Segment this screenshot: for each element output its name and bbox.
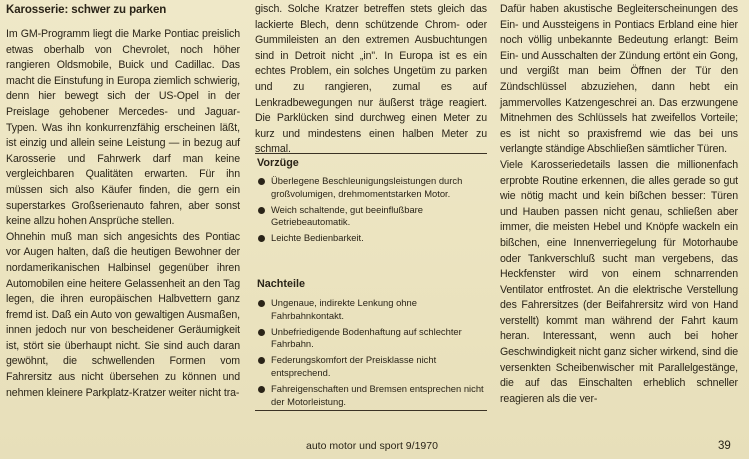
pros-item: Leichte Bedienbarkeit. xyxy=(257,232,489,245)
cons-title: Nachteile xyxy=(257,278,306,290)
pros-item: Überlegene Beschleunigungsleistungen durch großvolumigen, drehmomentstarken Motor. xyxy=(257,175,489,201)
box-bottom-rule xyxy=(255,410,487,411)
cons-list xyxy=(257,297,489,411)
cons-item: Ungenaue, indirekte Lenkung ohne Fahrbahnkontakt. xyxy=(257,297,489,323)
pros-title: Vorzüge xyxy=(257,157,299,169)
bullet-icon xyxy=(258,207,265,214)
pros-item: Weich schaltende, gut beeinflußbare Getriebeautomatik. xyxy=(257,204,489,230)
paragraph-3: gisch. Solche Kratzer betreffen stets gleich das lackierte Blech, denn schützende Chrom- oder Gummileisten an den extremen Ausbuchtungen sind in Detroit nicht „in". In Europa ist es ein echtes Problem, ein solches Ungetüm zu parken und zu rangieren, zumal es auf Lenkradbewegungen nur äußerst träge reagiert. Die Parklücken sind durchweg einen Meter zu kurz und mindestens einen halben Meter zu schmal. xyxy=(255,3,487,156)
cons-item: Federungskomfort der Preisklasse nicht entsprechend. xyxy=(257,354,489,380)
column-1 xyxy=(6,2,240,401)
bullet-icon xyxy=(258,235,265,242)
box-top-rule xyxy=(255,153,487,154)
cons-item: Fahreigenschaften und Bremsen entsprechen nicht der Motorleistung. xyxy=(257,383,489,409)
section-heading: Karosserie: schwer zu parken xyxy=(6,4,167,16)
page-number: 39 xyxy=(718,440,731,452)
cons-item: Unbefriedigende Bodenhaftung auf schlechter Fahrbahn. xyxy=(257,326,489,352)
footer-source: auto motor und sport 9/1970 xyxy=(306,440,438,452)
paragraph-2: Ohnehin muß man sich angesichts des Pontiac vor Augen halten, daß die heutigen Bewohner der nordamerikanischen Halbinsel gegenüber ihren Automobilen eine heitere Gelassenheit an den Tag legen, die ihren europäischen Halbvettern ganz fremd ist. Daß ein Auto von gewaltigen Ausmaßen, innen jedoch nur von bescheidener Geräumigkeit ist, stört sie überhaupt nicht. Sie sind auch daran gewöhnt, die schwellenden Formen vom Fahrersitz aus nicht übersehen zu können und nehmen kleinere Parkplatz-Kratzer weiter nicht tra- xyxy=(6,230,240,399)
bullet-icon xyxy=(258,357,265,364)
paragraph-4: Dafür haben akustische Begleiterscheinungen des Ein- und Aussteigens in Pontiacs Erbland eine hier noch völlig unbekannte Bedeutung erlangt: Beim Ein- und Ausschalten der Zündung ertönt ein Gong, und vergißt man beim Öffnen der Tür den Zündschlüssel abzuziehen, dann hebt ein jammervolles Katzengeschrei an. Das erzwungene Mitnehmen des Schlüssels hat zweifellos Vorteile; es ist nicht so praxisfremd wie das bei uns verlangte ständige Abschließen sämtlicher Türen. xyxy=(500,3,738,156)
bullet-icon xyxy=(258,178,265,185)
column-2 xyxy=(255,2,487,158)
pros-list xyxy=(257,175,489,248)
paragraph-1: Im GM-Programm liegt die Marke Pontiac preislich etwas oberhalb von Chevrolet, noch höher rangieren Oldsmobile, Buick und Cadillac. Das macht die Einstufung in Europa ziemlich schwierig, denn hier bewegt sich der US-Opel in der Preislage gehobener Mercedes- und Jaguar-Typen. Was ihn konkurrenzfähig erscheinen läßt, ist einzig und allein seine Leistung — in bezug auf Karosserie und Fahrwerk darf man keine vergleichbaren Qualitäten erwarten. Für ihn müssen sich also Käufer finden, die gern ein superstarkes Großserienauto fahren, aber sonst keine allzu hohen Ansprüche stellen. xyxy=(6,28,240,228)
paragraph-5: Viele Karosseriedetails lassen die millionenfach erprobte Routine erkennen, die alles gerade so gut wie nötig macht und kein bißchen besser: Türen und Hauben passen nicht genau, schließen aber immer, die meisten Hebel und Knöpfe wackeln ein bißchen, eine Innenverriegelung für Motorhaube oder Tankverschluß sucht man vergebens, das Heckfenster wird von einem schnarrenden Ventilator entfrostet. An die elektrische Verstellung des Fahrersitzes (der Beifahrersitz wird von Hand verstellt) kommt man während der Fahrt kaum heran. Interessant, wenn auch bei hoher Geschwindigkeit nicht ganz sicher wirkend, sind die versenkten Scheibenwischer mit Parallelgestänge, die auf das Einschalten erheblich schneller reagieren als die ver- xyxy=(500,158,738,405)
bullet-icon xyxy=(258,329,265,336)
column-3 xyxy=(500,2,738,407)
bullet-icon xyxy=(258,300,265,307)
bullet-icon xyxy=(258,386,265,393)
